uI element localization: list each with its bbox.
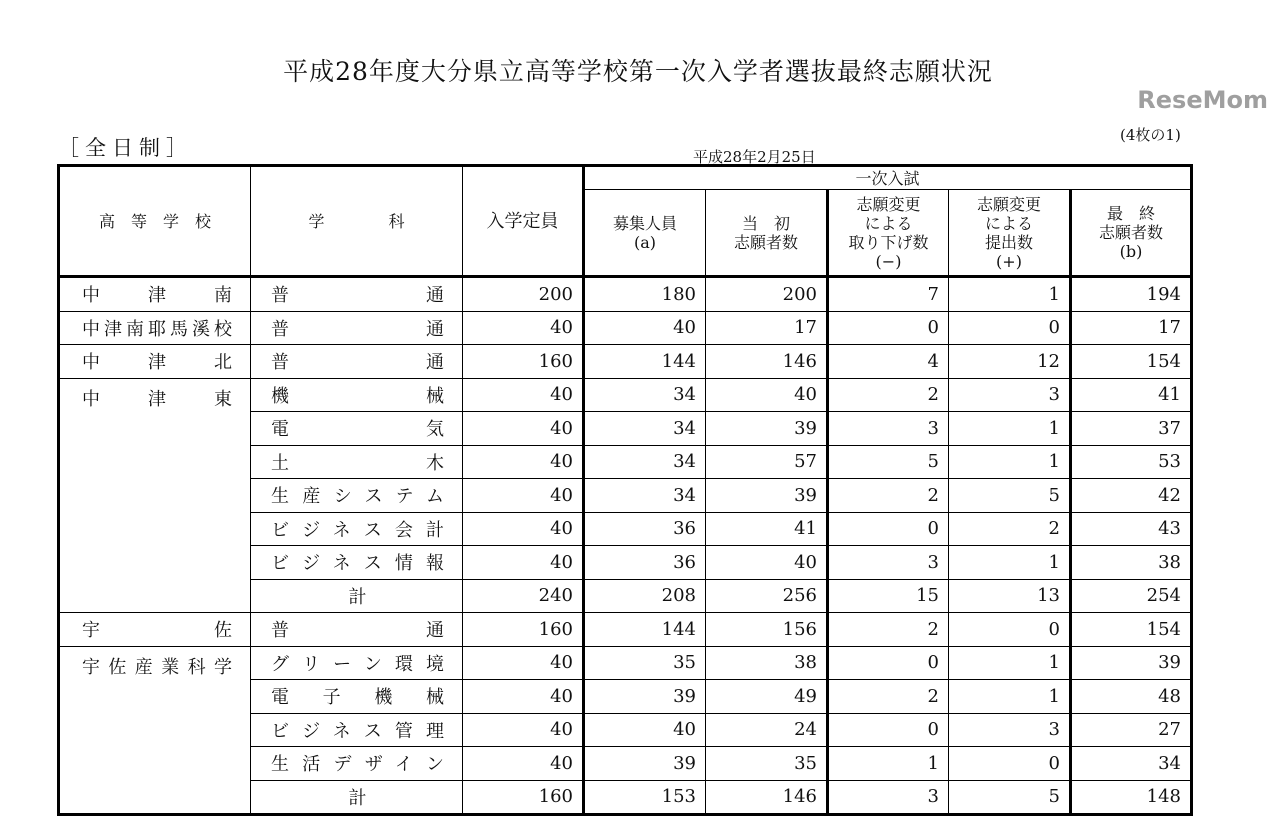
withdraw-cell: 0 (828, 311, 949, 345)
recruit-cell: 35 (584, 646, 706, 680)
submit-cell: 12 (949, 345, 1071, 379)
department-name: 機械 (251, 378, 463, 412)
capacity-cell: 40 (463, 546, 584, 580)
initial-cell: 156 (706, 613, 828, 647)
department-name: 生産システム (251, 479, 463, 513)
submit-cell: 1 (949, 412, 1071, 446)
department-name: 普通 (251, 345, 463, 379)
course-type-label: ［全日制］ (58, 136, 193, 160)
final-cell: 254 (1071, 579, 1192, 613)
withdraw-cell: 2 (828, 479, 949, 513)
initial-cell: 200 (706, 277, 828, 312)
header-first-exam: 一次入試 (584, 166, 1192, 190)
withdraw-cell: 2 (828, 613, 949, 647)
header-recruit: 募集人員 (a) (584, 190, 706, 277)
department-name: 普通 (251, 613, 463, 647)
school-name: 中津南 (59, 277, 251, 312)
school-name: 宇佐産業科学 (59, 646, 251, 815)
initial-cell: 35 (706, 747, 828, 781)
submit-cell: 1 (949, 277, 1071, 312)
capacity-cell: 200 (463, 277, 584, 312)
final-cell: 34 (1071, 747, 1192, 781)
final-cell: 41 (1071, 378, 1192, 412)
header-school: 高 等 学 校 (59, 166, 251, 277)
department-name: グリーン環境 (251, 646, 463, 680)
table-row (59, 277, 1192, 312)
school-name: 中津東 (59, 378, 251, 613)
final-cell: 154 (1071, 345, 1192, 379)
submit-cell: 0 (949, 613, 1071, 647)
final-cell: 194 (1071, 277, 1192, 312)
submit-cell: 1 (949, 445, 1071, 479)
department-name: 電気 (251, 412, 463, 446)
recruit-cell: 36 (584, 546, 706, 580)
recruit-cell: 36 (584, 512, 706, 546)
withdraw-cell: 2 (828, 680, 949, 714)
school-name: 宇佐 (59, 613, 251, 647)
withdraw-cell: 15 (828, 579, 949, 613)
school-name: 中津南耶馬溪校 (59, 311, 251, 345)
department-name: 土木 (251, 445, 463, 479)
withdraw-cell: 3 (828, 546, 949, 580)
submit-cell: 5 (949, 780, 1071, 815)
department-name: 計 (251, 780, 463, 815)
initial-cell: 57 (706, 445, 828, 479)
submit-cell: 0 (949, 311, 1071, 345)
capacity-cell: 40 (463, 445, 584, 479)
recruit-cell: 144 (584, 613, 706, 647)
final-cell: 43 (1071, 512, 1192, 546)
document-title: 平成28年度大分県立高等学校第一次入学者選抜最終志願状況 (283, 57, 993, 86)
initial-cell: 40 (706, 378, 828, 412)
department-name: ビジネス情報 (251, 546, 463, 580)
school-name: 中津北 (59, 345, 251, 379)
resemom-watermark: ReseMom (1137, 86, 1268, 114)
header-capacity: 入学定員 (463, 166, 584, 277)
withdraw-cell: 2 (828, 378, 949, 412)
header-dept: 学 科 (251, 166, 463, 277)
recruit-cell: 208 (584, 579, 706, 613)
table-row (59, 613, 1192, 647)
initial-cell: 38 (706, 646, 828, 680)
submit-cell: 1 (949, 680, 1071, 714)
submit-cell: 1 (949, 646, 1071, 680)
recruit-cell: 34 (584, 378, 706, 412)
department-name: 普通 (251, 277, 463, 312)
capacity-cell: 40 (463, 378, 584, 412)
capacity-cell: 240 (463, 579, 584, 613)
header-submit: 志願変更 による 提出数 (+) (949, 190, 1071, 277)
initial-cell: 40 (706, 546, 828, 580)
department-name: ビジネス会計 (251, 512, 463, 546)
final-cell: 53 (1071, 445, 1192, 479)
final-cell: 37 (1071, 412, 1192, 446)
capacity-cell: 40 (463, 412, 584, 446)
withdraw-cell: 3 (828, 780, 949, 815)
withdraw-cell: 1 (828, 747, 949, 781)
recruit-cell: 34 (584, 445, 706, 479)
withdraw-cell: 0 (828, 713, 949, 747)
final-cell: 17 (1071, 311, 1192, 345)
initial-cell: 24 (706, 713, 828, 747)
initial-cell: 17 (706, 311, 828, 345)
submit-cell: 3 (949, 378, 1071, 412)
capacity-cell: 40 (463, 479, 584, 513)
recruit-cell: 39 (584, 747, 706, 781)
submit-cell: 3 (949, 713, 1071, 747)
submit-cell: 5 (949, 479, 1071, 513)
department-name: 計 (251, 579, 463, 613)
recruit-cell: 153 (584, 780, 706, 815)
final-cell: 48 (1071, 680, 1192, 714)
withdraw-cell: 5 (828, 445, 949, 479)
header-withdraw: 志願変更 による 取り下げ数 (−) (828, 190, 949, 277)
capacity-cell: 40 (463, 311, 584, 345)
department-name: 電子機械 (251, 680, 463, 714)
initial-cell: 41 (706, 512, 828, 546)
withdraw-cell: 7 (828, 277, 949, 312)
withdraw-cell: 0 (828, 646, 949, 680)
header-initial: 当 初 志願者数 (706, 190, 828, 277)
withdraw-cell: 0 (828, 512, 949, 546)
initial-cell: 49 (706, 680, 828, 714)
final-cell: 148 (1071, 780, 1192, 815)
withdraw-cell: 4 (828, 345, 949, 379)
initial-cell: 256 (706, 579, 828, 613)
department-name: 生活デザイン (251, 747, 463, 781)
table-row (59, 311, 1192, 345)
initial-cell: 146 (706, 345, 828, 379)
initial-cell: 39 (706, 479, 828, 513)
report-date: 平成28年2月25日 (693, 148, 816, 166)
table-row (59, 345, 1192, 379)
final-cell: 42 (1071, 479, 1192, 513)
capacity-cell: 40 (463, 680, 584, 714)
withdraw-cell: 3 (828, 412, 949, 446)
table-row (59, 378, 1192, 412)
department-name: 普通 (251, 311, 463, 345)
submit-cell: 1 (949, 546, 1071, 580)
recruit-cell: 40 (584, 713, 706, 747)
header-final: 最 終 志願者数 (b) (1071, 190, 1192, 277)
recruit-cell: 39 (584, 680, 706, 714)
submit-cell: 2 (949, 512, 1071, 546)
recruit-cell: 180 (584, 277, 706, 312)
department-name: ビジネス管理 (251, 713, 463, 747)
final-cell: 39 (1071, 646, 1192, 680)
recruit-cell: 34 (584, 479, 706, 513)
final-cell: 38 (1071, 546, 1192, 580)
capacity-cell: 40 (463, 747, 584, 781)
capacity-cell: 160 (463, 345, 584, 379)
applicant-table (57, 164, 1193, 816)
capacity-cell: 40 (463, 713, 584, 747)
recruit-cell: 144 (584, 345, 706, 379)
submit-cell: 13 (949, 579, 1071, 613)
final-cell: 27 (1071, 713, 1192, 747)
initial-cell: 39 (706, 412, 828, 446)
submit-cell: 0 (949, 747, 1071, 781)
capacity-cell: 40 (463, 646, 584, 680)
capacity-cell: 160 (463, 780, 584, 815)
sheet-number: (4枚の1) (1120, 126, 1181, 144)
capacity-cell: 40 (463, 512, 584, 546)
final-cell: 154 (1071, 613, 1192, 647)
recruit-cell: 40 (584, 311, 706, 345)
initial-cell: 146 (706, 780, 828, 815)
recruit-cell: 34 (584, 412, 706, 446)
capacity-cell: 160 (463, 613, 584, 647)
table-row (59, 646, 1192, 680)
